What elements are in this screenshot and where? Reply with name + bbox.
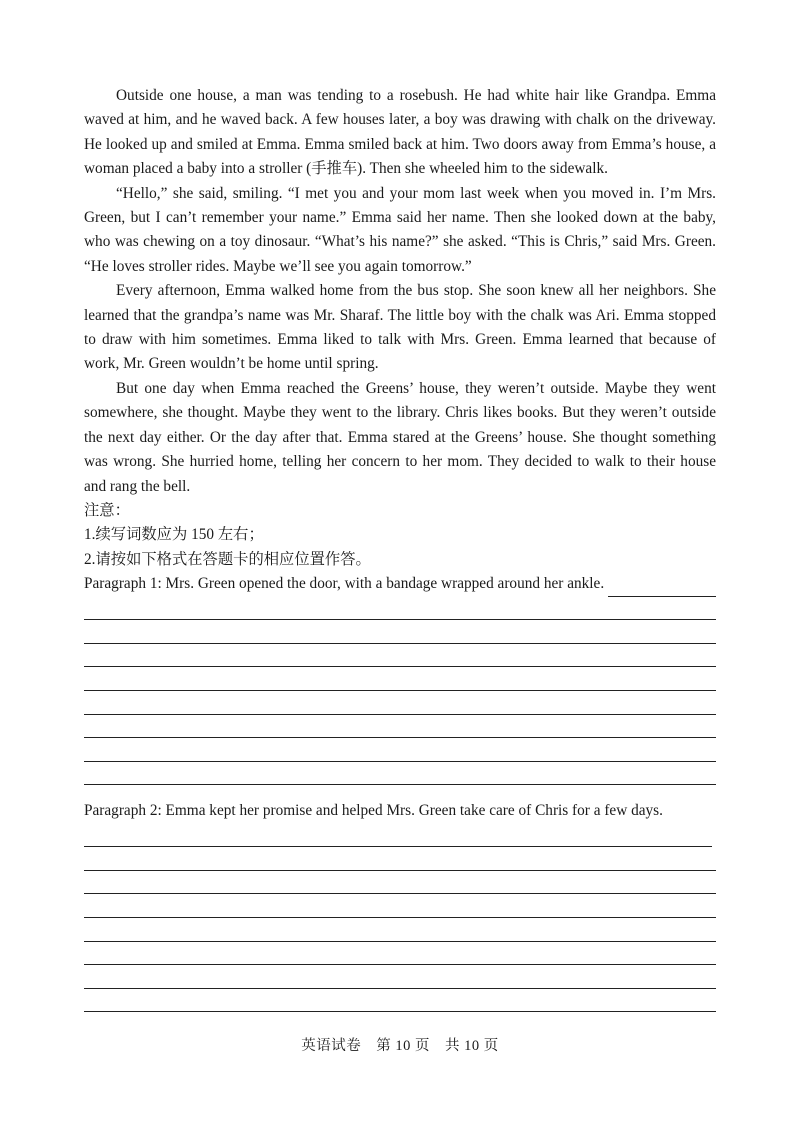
- answer-line[interactable]: [84, 715, 716, 739]
- note-item-2: 2.请按如下格式在答题卡的相应位置作答。: [84, 550, 371, 568]
- paragraph-1-answer-lines[interactable]: [84, 597, 716, 786]
- answer-line[interactable]: [84, 597, 716, 621]
- story-paragraph-4: But one day when Emma reached the Greens’ house, they weren’t outside. Maybe they went somewhere, she thought. Maybe they went to the library. Chris likes books. But they weren’t outside the next day either. Or the day after that. Emma stared at the Greens’ house. She thought something was wrong. She hurried home, telling her concern to her mom. They decided to walk to their house and rang the bell.: [84, 379, 716, 495]
- paragraph-2-answer-lines[interactable]: [84, 824, 716, 1013]
- story-paragraph-3: Every afternoon, Emma walked home from the bus stop. She soon knew all her neighbors. She learned that the grandpa’s name was Mr. Sharaf. The little boy with the chalk was Ari. Emma stopped to draw with him sometimes. Emma liked to talk with Mrs. Green. Emma learned that because of work, Mr. Green wouldn’t be home until spring.: [84, 282, 716, 373]
- answer-line[interactable]: [84, 989, 716, 1013]
- answer-line[interactable]: [84, 691, 716, 715]
- answer-line[interactable]: [84, 738, 716, 762]
- answer-blank[interactable]: [608, 579, 716, 597]
- answer-line[interactable]: [84, 667, 716, 691]
- paragraph-1-prompt-text: Paragraph 1: Mrs. Green opened the door, with a bandage wrapped around her ankle.: [84, 575, 605, 593]
- story-paragraph-1: Outside one house, a man was tending to a rosebush. He had white hair like Grandpa. Emma waved at him, and he waved back. A few houses later, a boy was drawing with chalk on the driveway. He looked up and smiled at Emma. Emma smiled back at him. Two doors away from Emma’s house, a woman placed a baby into a stroller (手推车). Then she wheeled him to the sidewalk.: [84, 87, 716, 178]
- answer-line[interactable]: [84, 847, 716, 871]
- answer-line[interactable]: [84, 942, 716, 966]
- paragraph-1-prompt: [84, 572, 716, 596]
- answer-line[interactable]: [84, 871, 716, 895]
- notes-heading: 注意：: [84, 501, 130, 519]
- paragraph-2-prompt: Paragraph 2: Emma kept her promise and helped Mrs. Green take care of Chris for a few days.: [84, 802, 663, 820]
- answer-line[interactable]: [84, 620, 716, 644]
- exam-page: [84, 84, 716, 1012]
- page-footer: 英语试卷 第 10 页 共 10 页: [301, 1038, 499, 1054]
- answer-line[interactable]: [84, 644, 716, 668]
- answer-line[interactable]: [84, 918, 716, 942]
- answer-line[interactable]: [84, 965, 716, 989]
- answer-line[interactable]: [84, 762, 716, 786]
- answer-line[interactable]: [84, 824, 712, 848]
- story-paragraph-2: “Hello,” she said, smiling. “I met you and your mom last week when you moved in. I’m Mrs. Green, but I can’t remember your name.” Emma said her name. Then she looked down at the baby, who was chewing on a toy dinosaur. “What’s his name?” she asked. “This is Chris,” said Mrs. Green. “He loves stroller rides. Maybe we’ll see you again tomorrow.”: [84, 184, 716, 275]
- answer-line[interactable]: [84, 894, 716, 918]
- note-item-1: 1.续写词数应为 150 左右；: [84, 526, 264, 544]
